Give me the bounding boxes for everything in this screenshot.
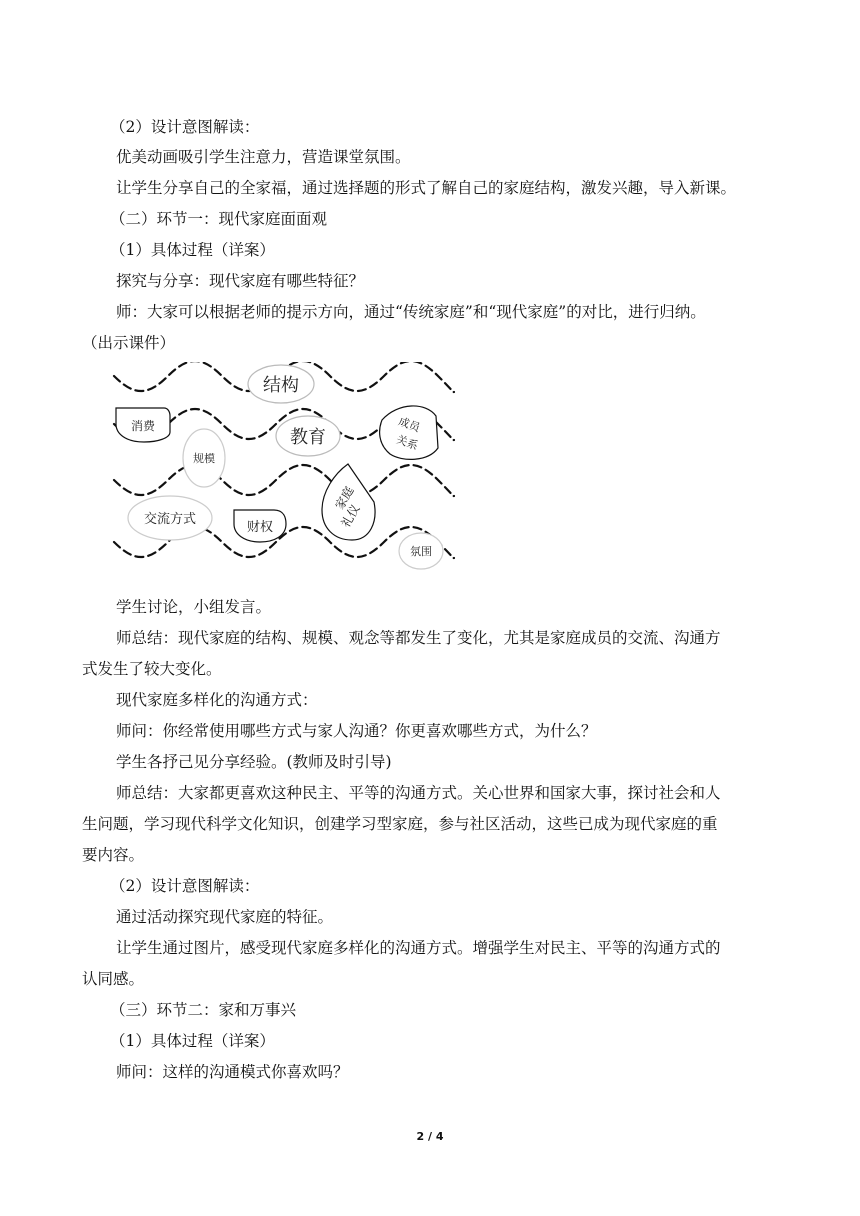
paragraph: 学生各抒己见分享经验。(教师及时引导) (116, 753, 392, 771)
paragraph-design-intent-heading: （2）设计意图解读： (110, 877, 260, 895)
bubble-members (380, 406, 438, 459)
paragraph: 认同感。 (82, 970, 145, 988)
paragraph: 让学生通过图片，感受现代家庭多样化的沟通方式。增强学生对民主、平等的沟通方式的 (116, 939, 721, 957)
paragraph: 让学生分享自己的全家福，通过选择题的形式了解自己的家庭结构，激发兴趣，导入新课。 (116, 179, 737, 197)
subsection-heading: （1）具体过程（详案） (110, 241, 275, 259)
paragraph: 师问：你经常使用哪些方式与家人沟通？你更喜欢哪些方式，为什么？ (116, 722, 597, 740)
paragraph-design-intent-heading: （2）设计意图解读： (110, 118, 260, 136)
label-structure: 结构 (263, 375, 299, 396)
paragraph: 师问：这样的沟通模式你喜欢吗？ (116, 1063, 349, 1081)
paragraph: 要内容。 (82, 846, 145, 864)
label-members-1: 成员 (396, 414, 422, 435)
paragraph: 通过活动探究现代家庭的特征。 (116, 908, 334, 926)
section-heading: （二）环节一：现代家庭面面观 (110, 210, 328, 228)
wavy-line (114, 465, 454, 496)
paragraph: 师总结：现代家庭的结构、规模、观念等都发生了变化，尤其是家庭成员的交流、沟通方 (116, 629, 721, 647)
paragraph: 师总结：大家都更喜欢这种民主、平等的沟通方式。关心世界和国家大事，探讨社会和人 (116, 784, 721, 802)
label-consumption: 消费 (130, 419, 156, 433)
paragraph: 师：大家可以根据老师的提示方向，通过“传统家庭”和“现代家庭”的对比，进行归纳。 (116, 303, 706, 321)
paragraph: 优美动画吸引学生注意力，营造课堂氛围。 (116, 148, 411, 166)
family-features-diagram (108, 362, 458, 584)
section-heading: （三）环节二：家和万事兴 (110, 1001, 297, 1019)
paragraph: 学生讨论，小组发言。 (116, 598, 272, 616)
paragraph: 式发生了较大变化。 (82, 660, 222, 678)
wavy-lines-diagram (108, 362, 458, 584)
paragraph: 探究与分享：现代家庭有哪些特征？ (116, 272, 365, 290)
label-property: 财权 (246, 520, 274, 535)
paragraph: 现代家庭多样化的沟通方式： (116, 691, 318, 709)
label-education: 教育 (290, 427, 326, 448)
label-etiquette-2: 礼仪 (338, 502, 363, 530)
label-members-2: 关系 (394, 432, 420, 453)
paragraph: 生问题，学习现代科学文化知识，创建学习型家庭，参与社区活动，这些已成为现代家庭的重 (82, 815, 718, 833)
page-number: 2 / 4 (416, 1130, 444, 1143)
label-scale: 规模 (193, 452, 215, 465)
label-communication: 交流方式 (143, 512, 197, 527)
paragraph: （出示课件） (82, 334, 176, 352)
label-atmosphere: 氛围 (410, 545, 432, 558)
label-etiquette-1: 家庭 (332, 484, 357, 512)
subsection-heading: （1）具体过程（详案） (110, 1032, 275, 1050)
